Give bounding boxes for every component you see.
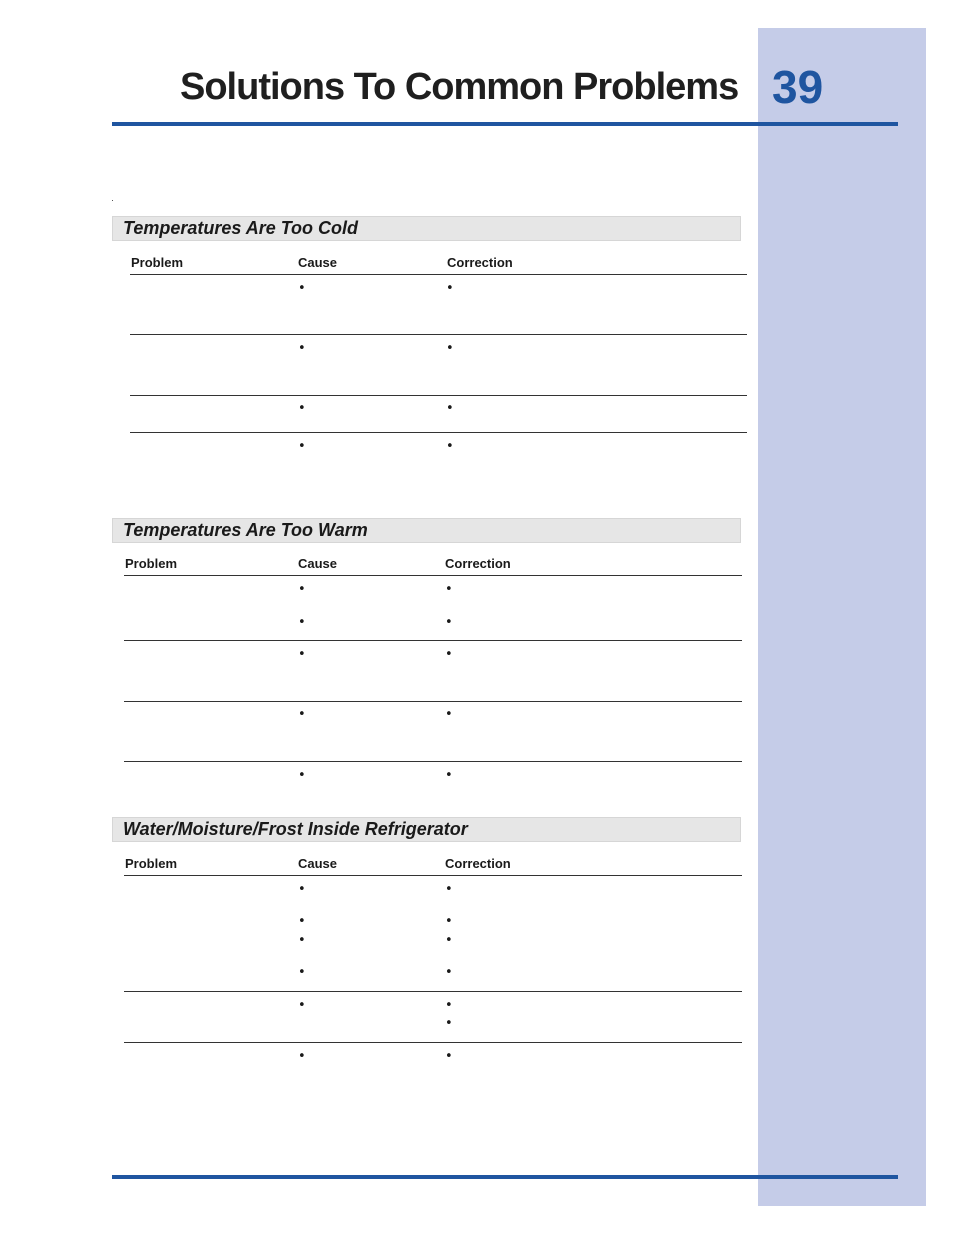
- correction-bullet: •: [445, 1016, 453, 1031]
- row-divider: [124, 991, 742, 992]
- stray-mark: [112, 200, 113, 201]
- correction-bullet: •: [445, 1049, 453, 1064]
- cause-bullet: •: [298, 281, 306, 296]
- cause-bullet: •: [298, 882, 306, 897]
- correction-bullet: •: [445, 914, 453, 929]
- section-header-too-cold: [112, 216, 741, 241]
- column-header-problem: Problem: [131, 255, 184, 270]
- correction-bullet: •: [445, 965, 453, 980]
- cause-bullet: •: [298, 1049, 306, 1064]
- correction-bullet: •: [445, 882, 453, 897]
- cause-bullet: •: [298, 341, 306, 356]
- table-header-rule: [124, 575, 742, 576]
- correction-bullet: •: [445, 768, 453, 783]
- cause-bullet: •: [298, 965, 306, 980]
- table-header-rule: [124, 875, 742, 876]
- row-divider: [130, 395, 747, 396]
- cause-bullet: •: [298, 914, 306, 929]
- page-title: Solutions To Common Problems: [180, 66, 739, 108]
- cause-bullet: •: [298, 401, 306, 416]
- section-title: Temperatures Are Too Warm: [123, 520, 368, 540]
- cause-bullet: •: [298, 707, 306, 722]
- cause-bullet: •: [298, 768, 306, 783]
- row-divider: [130, 432, 747, 433]
- cause-bullet: •: [298, 582, 306, 597]
- correction-bullet: •: [445, 707, 453, 722]
- table-header-rule: [130, 274, 747, 275]
- correction-bullet: •: [446, 401, 454, 416]
- side-panel: [758, 28, 926, 1206]
- correction-bullet: •: [445, 933, 453, 948]
- column-header-cause: Cause: [298, 856, 338, 871]
- column-header-problem: Problem: [125, 856, 178, 871]
- cause-bullet: •: [298, 647, 306, 662]
- page-number: 39: [772, 61, 824, 113]
- section-header-water-moisture-frost: [112, 817, 741, 842]
- header-rule: [112, 122, 898, 126]
- correction-bullet: •: [445, 998, 453, 1013]
- row-divider: [124, 640, 742, 641]
- correction-bullet: •: [445, 582, 453, 597]
- correction-bullet: •: [446, 341, 454, 356]
- column-header-correction: Correction: [445, 856, 511, 871]
- column-header-cause: Cause: [298, 255, 338, 270]
- section-title: Water/Moisture/Frost Inside Refrigerator: [123, 819, 468, 839]
- column-header-problem: Problem: [125, 556, 178, 571]
- section-header-too-warm: [112, 518, 741, 543]
- correction-bullet: •: [445, 615, 453, 630]
- correction-bullet: •: [445, 647, 453, 662]
- cause-bullet: •: [298, 933, 306, 948]
- correction-bullet: •: [446, 281, 454, 296]
- cause-bullet: •: [298, 998, 306, 1013]
- footer-rule: [112, 1175, 898, 1179]
- column-header-correction: Correction: [447, 255, 513, 270]
- row-divider: [130, 334, 747, 335]
- cause-bullet: •: [298, 615, 306, 630]
- column-header-correction: Correction: [445, 556, 511, 571]
- row-divider: [124, 701, 742, 702]
- row-divider: [124, 1042, 742, 1043]
- row-divider: [124, 761, 742, 762]
- correction-bullet: •: [446, 439, 454, 454]
- section-title: Temperatures Are Too Cold: [123, 218, 359, 238]
- cause-bullet: •: [298, 439, 306, 454]
- column-header-cause: Cause: [298, 556, 338, 571]
